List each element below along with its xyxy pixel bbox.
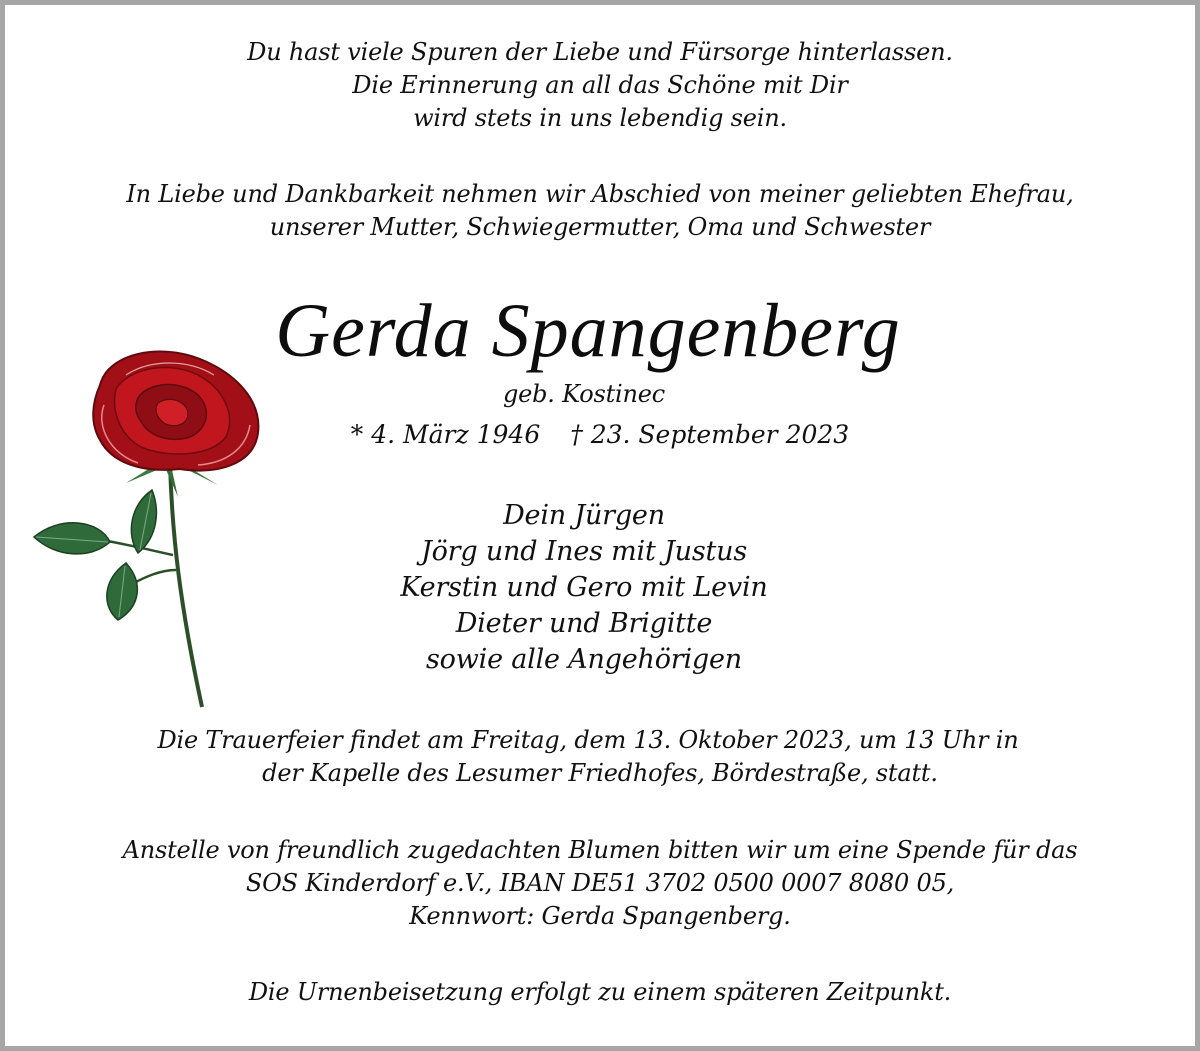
mourner-line: Dein Jürgen — [503, 500, 665, 531]
mourner-line: Kerstin und Gero mit Levin — [400, 572, 768, 603]
mourner-line: sowie alle Angehörigen — [426, 644, 742, 675]
funeral-line-1: Die Trauerfeier findet am Freitag, dem 13. Oktober 2023, um 13 Uhr in — [157, 726, 1019, 754]
birth-name: geb. Kostinec — [502, 380, 666, 408]
verse-line-1: Du hast viele Spuren der Liebe und Fürsorge hinterlassen. — [247, 38, 953, 66]
verse-line-3: wird stets in uns lebendig sein. — [413, 104, 787, 132]
rose-bloom — [93, 351, 258, 470]
deceased-name: Gerda Spangenberg — [275, 289, 901, 373]
funeral-line-2: der Kapelle des Lesumer Friedhofes, Bördestraße, statt. — [262, 759, 938, 787]
mourner-line: Dieter und Brigitte — [455, 608, 713, 639]
intro-line-2: unserer Mutter, Schwiegermutter, Oma und Schwester — [269, 213, 931, 241]
donation-line-2: SOS Kinderdorf e.V., IBAN DE51 3702 0500 0007 8080 05, — [245, 869, 955, 897]
burial-note: Die Urnenbeisetzung erfolgt zu einem späteren Zeitpunkt. — [248, 978, 952, 1006]
verse-line-2: Die Erinnerung an all das Schöne mit Dir — [352, 71, 848, 99]
mourner-line: Jörg und Ines mit Justus — [420, 536, 747, 567]
death-date: † 23. September 2023 — [570, 420, 850, 449]
intro-line-1: In Liebe und Dankbarkeit nehmen wir Abschied von meiner geliebten Ehefrau, — [126, 180, 1074, 208]
donation-line-1: Anstelle von freundlich zugedachten Blumen bitten wir um eine Spende für das — [122, 836, 1078, 864]
birth-date: * 4. März 1946 — [350, 420, 541, 449]
donation-line-3: Kennwort: Gerda Spangenberg. — [409, 902, 791, 930]
